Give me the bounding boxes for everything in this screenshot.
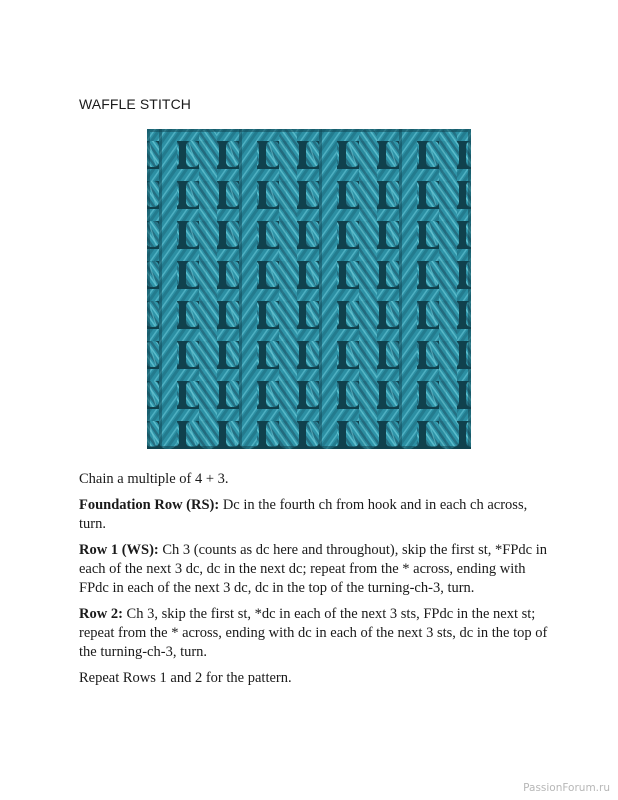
page-title: WAFFLE STITCH	[79, 96, 192, 112]
stitch-top-band	[147, 249, 471, 261]
foundation-row-text: Dc in the fourth ch from hook and in each ch across, turn.	[79, 497, 528, 532]
row-1-text: Ch 3 (counts as dc here and throughout), skip the first st, *FPdc in each of the next 3 dc, dc in the next dc; repeat from the * across, ending with FPdc in each of the next 3 dc, dc in the top of the turning-ch-3, turn.	[79, 542, 547, 596]
front-post-shadow	[399, 129, 402, 449]
stitch-top-band	[147, 209, 471, 221]
stitch-top-band	[147, 329, 471, 341]
front-post-column-alt	[199, 129, 217, 449]
front-post-column-alt	[439, 129, 457, 449]
row-2-paragraph	[79, 605, 549, 662]
foundation-row-paragraph	[79, 496, 549, 534]
stitch-top-band	[147, 289, 471, 301]
front-post-shadow	[239, 129, 242, 449]
front-post-column-alt	[279, 129, 297, 449]
front-post-shadow	[319, 129, 322, 449]
row-2-label: Row 2:	[79, 606, 123, 622]
front-post-shadow	[159, 129, 162, 449]
watermark: PassionForum.ru	[523, 782, 610, 794]
row-1-label: Row 1 (WS):	[79, 542, 159, 558]
front-post-column-alt	[359, 129, 377, 449]
foundation-row-label: Foundation Row (RS):	[79, 497, 220, 513]
closing-paragraph: Repeat Rows 1 and 2 for the pattern.	[79, 670, 292, 686]
instructions	[79, 470, 549, 695]
stitch-top-band	[147, 169, 471, 181]
waffle-stitch-photo	[147, 129, 471, 449]
stitch-top-band	[147, 369, 471, 381]
row-2-text: Ch 3, skip the first st, *dc in each of the next 3 sts, FPdc in the next st; repeat from the * across, ending with dc in each of the next 3 sts, dc in the top of the turning-ch-3, turn.	[79, 606, 548, 660]
row-1-paragraph	[79, 541, 549, 598]
intro-paragraph: Chain a multiple of 4 + 3.	[79, 471, 229, 487]
stitch-top-band	[147, 409, 471, 421]
